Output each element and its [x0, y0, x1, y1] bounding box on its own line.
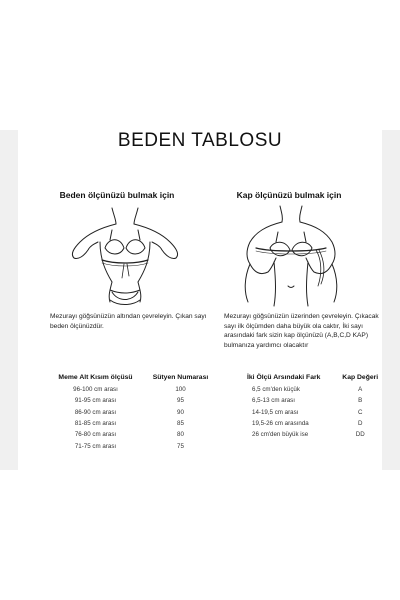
table-header-row: [48, 370, 218, 384]
band-size-table: [48, 370, 218, 452]
measure-cell: 71-75 cm arası: [74, 442, 117, 450]
left-margin-band: [0, 130, 18, 470]
size-cell: 75: [177, 442, 184, 450]
table-row: [244, 418, 384, 429]
table-row: [244, 429, 384, 440]
difference-cell: 6,5 cm'den küçük: [252, 386, 300, 394]
size-cell: 80: [177, 431, 184, 439]
page-title: BEDEN TABLOSU: [117, 130, 283, 151]
band-measure-illustration: [50, 202, 200, 312]
table-row: [244, 407, 384, 418]
band-size-section: [50, 190, 207, 330]
measure-cell: 76-80 cm arası: [74, 431, 117, 439]
table-row: [244, 384, 384, 395]
cup-cell: D: [358, 420, 363, 428]
measure-cell: 91-95 cm arası: [74, 397, 117, 405]
column-header: Kap Değeri: [342, 373, 379, 381]
cup-measure-illustration: [210, 202, 370, 312]
table-header-row: [244, 370, 384, 384]
difference-cell: 26 cm'den büyük ise: [252, 431, 309, 439]
size-cell: 100: [175, 386, 186, 394]
cup-cell: B: [358, 397, 363, 405]
cup-cell: C: [358, 408, 363, 416]
table-row: [244, 395, 384, 406]
band-size-heading: Beden ölçünüzü bulmak için: [59, 190, 175, 200]
measure-cell: 81-85 cm arası: [74, 420, 117, 428]
cup-size-table: [244, 370, 384, 440]
column-header: Sütyen Numarası: [152, 373, 209, 381]
cup-cell: DD: [355, 431, 365, 439]
right-margin-band: [382, 130, 400, 470]
column-header: Meme Alt Kısım ölçüsü: [58, 373, 133, 381]
cup-size-heading: Kap ölçünüzü bulmak için: [236, 190, 342, 200]
table-row: [48, 440, 218, 451]
difference-cell: 6,5-13 cm arası: [252, 397, 295, 405]
column-header: İki Ölçü Arsındaki Fark: [247, 373, 321, 381]
table-row: [48, 395, 218, 406]
measure-cell: 86-90 cm arası: [74, 408, 117, 416]
size-cell: 95: [177, 397, 184, 405]
cup-size-section: [210, 190, 379, 349]
table-row: [48, 384, 218, 395]
size-chart-sheet: [18, 0, 382, 600]
table-row: [48, 418, 218, 429]
cup-size-description: Mezurayı göğsünüzün üzerinden çevreleyin. Çıkacak sayı ilk ölçümden daha büyük ola caktır, İki sayı arasındaki fark sizin kap ölçünüzü (A,B,C,D KAP) bulmanıza yardımcı olacaktır: [224, 313, 379, 349]
table-row: [48, 429, 218, 440]
band-size-description: Mezurayı göğsünüzün altından çevreleyin. Çıkan sayı beden ölçünüzdür.: [50, 313, 207, 330]
difference-cell: 14-19,5 cm arası: [252, 408, 299, 416]
size-cell: 85: [177, 420, 184, 428]
measure-cell: 96-100 cm arası: [73, 386, 118, 394]
size-cell: 90: [177, 408, 184, 416]
cup-cell: A: [358, 386, 363, 394]
difference-cell: 19,5-26 cm arasında: [252, 420, 309, 428]
table-row: [48, 407, 218, 418]
